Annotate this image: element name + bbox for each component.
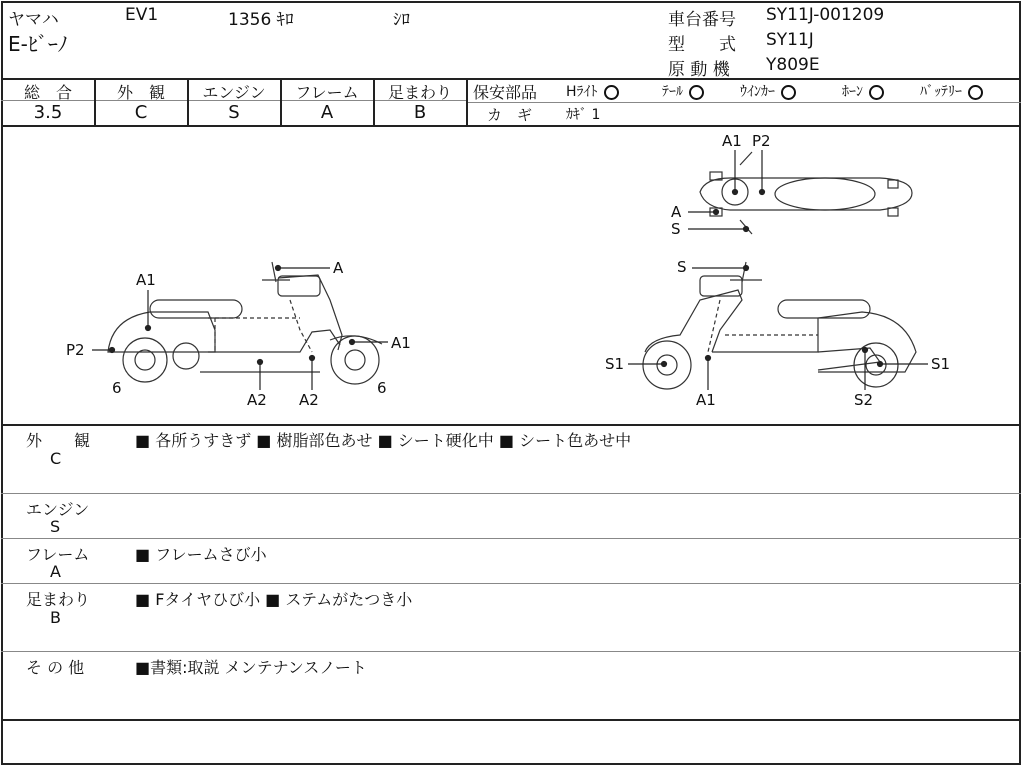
grade-overall-label: 総 合: [23, 83, 72, 102]
note-suspension-text: ■ Fタイヤひび小 ■ ステムがたつき小: [135, 590, 413, 609]
callout-top-a1: A1: [722, 132, 742, 150]
callout-left-6-front: 6: [377, 379, 387, 397]
ok-circle-icon: [869, 85, 884, 100]
safety-item-horn: ﾎｰﾝ: [842, 81, 884, 101]
model-name: E-ﾋﾞｰﾉ: [8, 32, 68, 56]
note-frame-label: フレーム: [26, 545, 90, 564]
divider: [1, 424, 1021, 426]
ok-circle-icon: [689, 85, 704, 100]
divider: [1, 538, 1021, 539]
frame-number-label: 車台番号: [668, 10, 736, 30]
divider: [467, 102, 1021, 103]
top-view-callouts: [688, 150, 765, 232]
callout-left-p2: P2: [66, 341, 85, 359]
note-exterior-label: 外 観: [26, 431, 91, 450]
callout-top-s: S: [671, 220, 681, 238]
grade-engine-value: S: [228, 102, 240, 123]
safety-item-taillight: ﾃｰﾙ: [662, 81, 704, 101]
note-exterior-text: ■ 各所うすきず ■ 樹脂部色あせ ■ シート硬化中 ■ シート色あせ中: [135, 431, 632, 450]
note-suspension-grade: B: [50, 608, 61, 627]
callout-left-a2-shield: A2: [299, 391, 319, 409]
type-value: SY11J: [766, 30, 814, 50]
note-engine-label: エンジン: [26, 500, 90, 519]
grade-exterior-value: C: [134, 102, 148, 123]
grade-suspension-label: 足まわり: [387, 83, 452, 102]
callout-left-a1: A1: [136, 271, 156, 289]
type-label: 型 式: [668, 35, 736, 55]
divider: [466, 78, 468, 126]
note-other-label: そ の 他: [26, 658, 85, 677]
callout-left-a1-front: A1: [391, 334, 411, 352]
callout-right-s1-rear: S1: [931, 355, 951, 373]
note-exterior-grade: C: [50, 449, 62, 468]
callout-right-s: S: [677, 258, 687, 276]
safety-item-winker: ｳｲﾝｶｰ: [740, 81, 796, 101]
grade-overall-value: 3.5: [33, 102, 63, 123]
note-other-text: ■書類:取説 メンテナンスノート: [135, 658, 367, 677]
scooter-top-view: [700, 152, 912, 234]
ok-circle-icon: [604, 85, 619, 100]
safety-item-battery: ﾊﾞｯﾃﾘｰ: [920, 81, 983, 101]
ok-circle-icon: [781, 85, 796, 100]
grade-frame-value: A: [320, 102, 334, 123]
divider: [1, 719, 1021, 721]
callout-right-s1-front: S1: [605, 355, 625, 373]
note-engine-grade: S: [50, 517, 61, 536]
key-label: カ ギ: [487, 106, 533, 124]
color: ｼﾛ: [393, 10, 410, 30]
mileage: 1356 ｷﾛ: [228, 10, 294, 30]
divider: [1, 583, 1021, 584]
callout-left-a2-floor: A2: [247, 391, 267, 409]
grade-engine-label: エンジン: [202, 83, 266, 102]
callout-right-a1: A1: [696, 391, 716, 409]
safety-item-headlight: Hﾗｲﾄ: [566, 81, 619, 101]
note-frame-text: ■ フレームさび小: [135, 545, 267, 564]
divider: [1, 493, 1021, 494]
engine-number-label: 原 動 機: [668, 60, 730, 80]
grade-exterior-label: 外 観: [116, 83, 165, 102]
maker: ヤマハ: [8, 10, 59, 30]
key-value: ｶｷﾞ 1: [566, 107, 601, 123]
callout-left-a: A: [333, 259, 344, 277]
callout-top-p2: P2: [752, 132, 771, 150]
scooter-diagram: [0, 126, 1024, 424]
callout-right-s2: S2: [854, 391, 874, 409]
engine-number-value: Y809E: [766, 55, 820, 75]
note-suspension-label: 足まわり: [26, 590, 91, 609]
callout-left-6-rear: 6: [112, 379, 122, 397]
grade-frame-label: フレーム: [295, 83, 359, 102]
grade-suspension-value: B: [413, 102, 427, 123]
model-code: EV1: [125, 5, 159, 25]
callout-top-a: A: [671, 203, 682, 221]
divider: [1, 651, 1021, 652]
note-frame-grade: A: [50, 562, 61, 581]
safety-parts-title: 保安部品: [473, 83, 538, 102]
frame-number-value: SY11J-001209: [766, 5, 885, 25]
scooter-right-side: [643, 262, 916, 389]
ok-circle-icon: [968, 85, 983, 100]
